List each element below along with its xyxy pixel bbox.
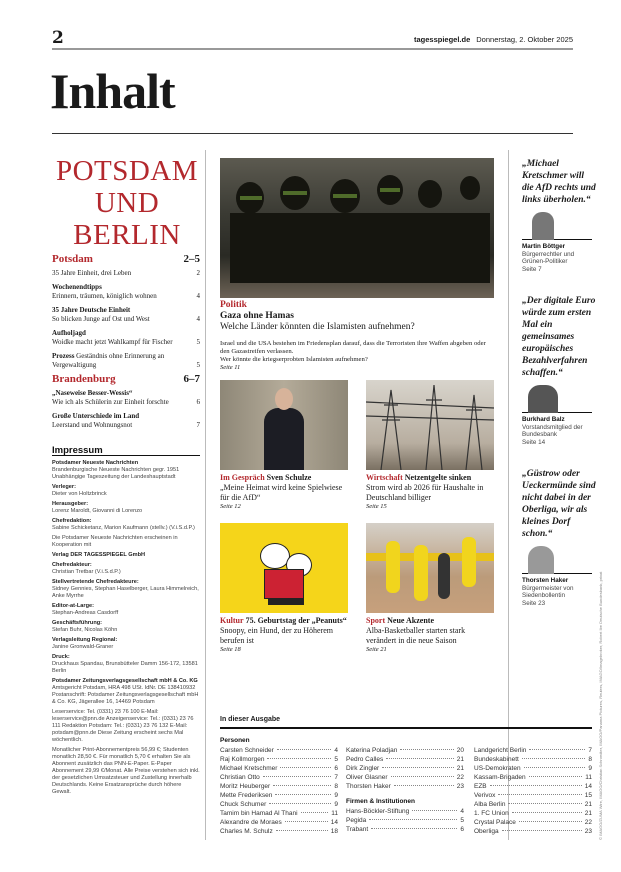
impressum-label: Stellvertretende Chefredakteure: xyxy=(52,579,139,585)
toc-item-desc: Geständnis ohne Erinnerung an Vergewaltigung xyxy=(52,352,165,369)
teaser-grid xyxy=(220,380,494,654)
index-name: US-Demokraten xyxy=(474,765,521,772)
index-group-label: Firmen & Institutionen xyxy=(346,798,415,805)
dot-leader xyxy=(273,785,331,786)
index-name: Kassam-Brigaden xyxy=(474,774,526,781)
index-name: Chuck Schumer xyxy=(220,801,267,808)
dot-leader xyxy=(394,785,454,786)
index-page: 14 xyxy=(330,819,338,826)
dot-leader xyxy=(371,828,457,829)
index-name: Charles M. Schulz xyxy=(220,828,273,835)
toc-item-text xyxy=(52,306,150,324)
dot-leader xyxy=(285,821,328,822)
impressum-label: Geschäftsführung: xyxy=(52,620,103,626)
lead-kicker: Politik xyxy=(220,300,247,310)
quote-author[interactable] xyxy=(522,577,597,607)
toc-item-page: 2 xyxy=(196,269,200,277)
index-page: 23 xyxy=(456,783,464,790)
photo-credit: © IMAGO/ZUMA Wire, IMAGO/Christian Schroedter, IMAGO/Panama Pictures, Reuters, IMAGO/Imagebroker, Robert Ibe Deutsche Bundesbank, privat xyxy=(598,571,603,840)
lead-subline: Welche Länder könnten die Islamisten aufnehmen? xyxy=(220,322,415,332)
index-name: Dirk Zingler xyxy=(346,765,380,772)
toc-item-page: 6 xyxy=(196,398,200,406)
author-name: Martin Böttger xyxy=(522,243,566,250)
index-page: 21 xyxy=(456,756,464,763)
author-page: Seite 14 xyxy=(522,438,546,446)
dot-leader xyxy=(277,749,332,750)
page-header xyxy=(414,35,573,44)
index-name: Alexandre de Moraes xyxy=(220,819,282,826)
power-lines-photo xyxy=(366,380,494,470)
section-pages: 2–5 xyxy=(183,253,200,265)
column-divider xyxy=(205,150,206,840)
toc-item-title: „Naseweise Besser-Wessis“ xyxy=(52,389,133,397)
dot-leader xyxy=(382,767,454,768)
index-rule xyxy=(220,727,592,729)
index-entry[interactable] xyxy=(220,782,338,791)
index-entry[interactable] xyxy=(474,746,592,755)
portrait-photo xyxy=(522,212,592,240)
toc-item[interactable] xyxy=(52,269,200,278)
toc-item-desc: Leerstand und Wohnungsnot xyxy=(52,421,133,429)
dot-leader xyxy=(508,803,581,804)
index-name: Raj Kollmorgen xyxy=(220,756,265,763)
quote-block xyxy=(522,468,597,607)
dot-leader xyxy=(386,758,454,759)
impressum-block xyxy=(52,552,200,559)
impressum-text: Sidney Gennies, Stephan Haselberger, Laura Himmelreich, Anke Myrrhe xyxy=(52,586,199,599)
index-entry[interactable] xyxy=(220,818,338,827)
impressum-text: Janine Gronwald-Graner xyxy=(52,644,114,650)
author-page: Seite 23 xyxy=(522,599,546,607)
impressum-block xyxy=(52,678,200,706)
teaser[interactable] xyxy=(220,616,348,654)
photo-silhouettes xyxy=(220,158,494,298)
dot-leader xyxy=(276,830,328,831)
index-entry[interactable] xyxy=(220,773,338,782)
index-name: Trabant xyxy=(346,826,369,833)
index-entry[interactable] xyxy=(220,809,338,818)
dot-leader xyxy=(522,758,586,759)
index-page: 15 xyxy=(584,792,592,799)
index-name: Verivox xyxy=(474,792,496,799)
teaser-text: Snoopy, ein Hund, der zu Höherem berufen ist xyxy=(220,626,334,645)
toc-item-text xyxy=(52,389,169,407)
quote-text: „Der digitale Euro würde zum ersten Mal ein gemeinsames europäisches Bezahlverfahren schaffen.“ xyxy=(522,296,596,378)
impressum-label: Potsdamer Neueste Nachrichten xyxy=(52,460,139,466)
index-name: Christian Otto xyxy=(220,774,260,781)
index-page: 6 xyxy=(334,765,338,772)
impressum-body xyxy=(52,460,200,796)
index-entry[interactable] xyxy=(474,764,592,773)
index-page: 8 xyxy=(588,756,592,763)
teaser[interactable] xyxy=(366,616,494,654)
toc-item-page: 5 xyxy=(196,338,200,346)
dot-leader xyxy=(267,758,331,759)
index-name: Moritz Heuberger xyxy=(220,783,271,790)
impressum-text: Christian Tretbar (V.i.S.d.P.) xyxy=(52,569,121,575)
author-name: Thorsten Haker xyxy=(522,577,569,584)
teaser-page: Seite 15 xyxy=(366,503,387,510)
impressum-label: Verleger: xyxy=(52,484,76,490)
index-entry[interactable] xyxy=(474,827,592,836)
teaser-card[interactable] xyxy=(220,523,348,654)
lead-headline: Gaza ohne Hamas xyxy=(220,311,294,321)
impressum-text: Die Potsdamer Neueste Nachrichten erscheinen in Kooperation mit xyxy=(52,535,178,548)
impressum-block xyxy=(52,747,200,796)
teaser-kicker: Kultur xyxy=(220,616,244,625)
teaser-card[interactable] xyxy=(366,380,494,511)
toc-item-title: 35 Jahre Deutsche Einheit xyxy=(52,306,131,314)
toc-item-text xyxy=(52,329,173,347)
impressum-text: Dieter von Holtzbrinck xyxy=(52,491,107,497)
toc-item-page: 5 xyxy=(196,361,200,369)
hamas-fighters-photo xyxy=(220,158,494,298)
index-entry[interactable] xyxy=(346,807,464,816)
author-role: Bürgermeister von Siedenbollentin xyxy=(522,584,574,599)
index-column xyxy=(474,746,592,836)
teaser-text: Alba-Basketballer starten stark verändert in die neue Saison xyxy=(366,626,466,645)
impressum-block xyxy=(52,484,200,498)
index-entry[interactable] xyxy=(474,818,592,827)
toc-section[interactable] xyxy=(52,375,200,384)
index-page: 21 xyxy=(584,801,592,808)
section-pages: 6–7 xyxy=(183,373,200,385)
index-page: 7 xyxy=(334,774,338,781)
index-entry[interactable] xyxy=(346,816,464,825)
index-name: Mette Frederiksen xyxy=(220,792,273,799)
toc-item-desc: Erinnern, träumen, königlich wohnen xyxy=(52,292,157,300)
quote-author[interactable] xyxy=(522,416,597,446)
toc-item-text xyxy=(52,283,157,301)
toc-item-title: Prozess xyxy=(52,352,75,360)
index-page: 23 xyxy=(584,828,592,835)
teaser-kicker: Im Gespräch xyxy=(220,473,265,482)
index-column xyxy=(220,736,338,836)
toc-item-page: 4 xyxy=(196,292,200,300)
dot-leader xyxy=(529,749,585,750)
index-entry[interactable] xyxy=(220,791,338,800)
index-entry[interactable] xyxy=(346,746,464,755)
teaser-page: Seite 12 xyxy=(220,503,241,510)
toc-item-text xyxy=(52,269,131,278)
toc-item-page: 7 xyxy=(196,421,200,429)
index-page: 21 xyxy=(584,810,592,817)
impressum-label: Verlagsleitung Regional: xyxy=(52,637,118,643)
center-column xyxy=(220,158,494,654)
index-column xyxy=(346,746,464,834)
index-entry[interactable] xyxy=(474,809,592,818)
impressum-block xyxy=(52,535,200,549)
quote-block xyxy=(522,295,597,446)
impressum-label: Chefredakteur: xyxy=(52,562,92,568)
issue-date: Donnerstag, 2. Oktober 2025 xyxy=(476,35,573,44)
dot-leader xyxy=(524,767,586,768)
left-column xyxy=(52,155,202,799)
index-entry[interactable] xyxy=(220,800,338,809)
teaser-text: „Meine Heimat wird keine Spielwiese für die AfD“ xyxy=(220,483,343,502)
index-entry[interactable] xyxy=(474,791,592,800)
sven-schulze-photo xyxy=(220,380,348,470)
toc-item-text xyxy=(52,352,193,370)
toc-item[interactable] xyxy=(52,389,200,407)
impressum-block xyxy=(52,654,200,675)
impressum-text: Monatlicher Print-Abonnementpreis 56,99 €; Studenten monatlich 28,50 €. Für monatlich 5,70 € erhalten Sie als Abonnent zusätzlich das PNN-E-Paper. E-Paper Abonnement 29,99 €/Monat. Alle Preise verstehen sich inkl. der gesetzlichen Umsatzsteuer und Zustellung innerhalb Deutschlands. Keine Ersatzansprüche durch höhere Gewalt. xyxy=(52,747,200,795)
dot-leader xyxy=(498,794,581,795)
region-line: POTSDAM xyxy=(55,155,199,187)
teaser-page: Seite 21 xyxy=(366,646,387,653)
index-name: EZB xyxy=(474,783,487,790)
index-page: 8 xyxy=(334,783,338,790)
index-entry[interactable] xyxy=(346,755,464,764)
quotes-column xyxy=(522,158,597,629)
index-page: 14 xyxy=(584,783,592,790)
index-name: Tamim bin Hamad Al Thani xyxy=(220,810,298,817)
dot-leader xyxy=(391,776,454,777)
lead-page: Seite 11 xyxy=(220,364,241,371)
region-line: UND BERLIN xyxy=(73,187,181,251)
index-name: Alba Berlin xyxy=(474,801,506,808)
toc-item-title: Große Unterschiede im Land xyxy=(52,412,140,420)
quote-block xyxy=(522,158,597,273)
table-of-contents xyxy=(52,253,200,435)
impressum-text: Amtsgericht Potsdam, HRA 498 USt. IdNr. DE 138410932 Postanschrift: Potsdamer Zeitungsverlagsgesellschaft mbH & Co. KG, Jägerallee 16, 14469 Potsdam xyxy=(52,685,199,705)
index-name: Oberliga xyxy=(474,828,499,835)
impressum-block xyxy=(52,579,200,600)
index-page: 4 xyxy=(460,808,464,815)
index-entry[interactable] xyxy=(474,755,592,764)
teaser[interactable] xyxy=(220,473,348,511)
author-name: Burkhard Balz xyxy=(522,416,565,423)
impressum-label: Potsdamer Zeitungsverlagsgesellschaft mbH & Co. KG xyxy=(52,678,198,684)
index-page: 7 xyxy=(588,747,592,754)
index-page: 22 xyxy=(584,819,592,826)
index-name: 1. FC Union xyxy=(474,810,509,817)
index-page: 9 xyxy=(334,792,338,799)
index-page: 5 xyxy=(334,756,338,763)
impressum-block xyxy=(52,709,200,744)
dot-leader xyxy=(519,821,582,822)
index-page: 21 xyxy=(456,765,464,772)
impressum-text: Druckhaus Spandau, Brunsbütteler Damm 156-172, 13581 Berlin xyxy=(52,661,198,674)
index-name: Landgericht Berlin xyxy=(474,747,527,754)
impressum-label: Druck: xyxy=(52,654,70,660)
index-entry[interactable] xyxy=(346,764,464,773)
teaser-card[interactable] xyxy=(366,523,494,654)
page-number: 2 xyxy=(52,28,64,48)
toc-item[interactable] xyxy=(52,412,200,430)
index-name: Hans-Böckler-Stiftung xyxy=(346,808,410,815)
impressum xyxy=(52,447,200,799)
index-page: 9 xyxy=(334,801,338,808)
dot-leader xyxy=(269,803,331,804)
toc-section[interactable] xyxy=(52,255,200,264)
index-group-label: Personen xyxy=(220,737,250,744)
index-page: 11 xyxy=(585,774,592,781)
impressum-text: Stefan Buhr, Nicolas Köhn xyxy=(52,627,118,633)
teaser-headline: 75. Geburtstag der „Peanuts“ xyxy=(245,616,347,625)
toc-item-desc: Wie ich als Schülerin zur Einheit forschte xyxy=(52,398,169,406)
toc-item-desc: 35 Jahre Einheit, drei Leben xyxy=(52,269,132,277)
teaser-kicker: Sport xyxy=(366,616,386,625)
dot-leader xyxy=(529,776,583,777)
teaser-headline: Sven Schulze xyxy=(266,473,312,482)
dot-leader xyxy=(400,749,453,750)
index-name: Thorsten Haker xyxy=(346,783,391,790)
quote-text: „Güstrow oder Ueckermünde sind nicht dabei in der Oberliga, wir als kleines Dorf schon.“ xyxy=(522,469,596,539)
index-name: Bundeskabinett xyxy=(474,756,519,763)
peanuts-illustration xyxy=(220,523,348,613)
impressum-block xyxy=(52,562,200,576)
teaser-headline: Netzentgelte sinken xyxy=(404,473,472,482)
dot-leader xyxy=(490,785,582,786)
impressum-block xyxy=(52,460,200,481)
dot-leader xyxy=(512,812,582,813)
dot-leader xyxy=(412,810,457,811)
author-page: Seite 7 xyxy=(522,265,542,273)
impressum-text: Sabine Schicketanz, Marion Kaufmann (stellv.) (V.i.S.d.P.) xyxy=(52,525,195,531)
index-page: 6 xyxy=(460,826,464,833)
index-entry[interactable] xyxy=(474,800,592,809)
toc-item-desc: So blicken Junge auf Ost und West xyxy=(52,315,150,323)
index-name: Katerina Poladjan xyxy=(346,747,398,754)
index-entry[interactable] xyxy=(346,773,464,782)
toc-item-title: Aufholjagd xyxy=(52,329,86,337)
header-rule xyxy=(52,48,573,50)
dot-leader xyxy=(369,819,457,820)
impressum-label: Chefredaktion: xyxy=(52,518,92,524)
teaser[interactable] xyxy=(366,473,494,511)
impressum-block xyxy=(52,518,200,532)
impressum-text: Leserservice: Tel. (0331) 23 76 100 E-Mail: leserservice@pnn.de Anzeigenservice: Tel.: (0331) 23 76 111 Redaktion Potsdam: Tel.: (0331) 23 76 132 E-Mail: potsdam@pnn.de Diese Zeitung erscheint sechs Mal wöchentlich. xyxy=(52,709,194,743)
index-entry[interactable] xyxy=(346,782,464,791)
author-role: Vorstandsmitglied der Bundesbank xyxy=(522,423,583,438)
title-rule xyxy=(52,133,573,134)
toc-item-page: 4 xyxy=(196,315,200,323)
dot-leader xyxy=(275,794,331,795)
index-name: Carsten Schneider xyxy=(220,747,274,754)
dot-leader xyxy=(280,767,331,768)
basketball-photo xyxy=(366,523,494,613)
section-name: Brandenburg xyxy=(52,373,116,385)
column-divider xyxy=(508,150,509,840)
lead-teaser[interactable] xyxy=(220,300,494,372)
toc-item[interactable] xyxy=(52,352,200,370)
index-entry[interactable] xyxy=(220,764,338,773)
impressum-block xyxy=(52,637,200,651)
impressum-label: Editor-at-Large: xyxy=(52,603,94,609)
impressum-block xyxy=(52,620,200,634)
index-entry[interactable] xyxy=(220,746,338,755)
page-title: Inhalt xyxy=(50,63,175,119)
dot-leader xyxy=(301,812,329,813)
index-title: In dieser Ausgabe xyxy=(220,716,281,723)
impressum-label: Herausgeber: xyxy=(52,501,89,507)
lead-body: Wer könnte die kriegserprobten Islamisten aufnehmen? xyxy=(220,356,368,363)
teaser-text: Strom wird ab 2026 für Haushalte in Deutschland billiger xyxy=(366,483,484,502)
toc-item[interactable] xyxy=(52,283,200,301)
portrait-photo xyxy=(522,385,592,413)
index-entry[interactable] xyxy=(220,827,338,836)
index-page: 4 xyxy=(334,747,338,754)
impressum-title: Impressum xyxy=(52,447,200,456)
toc-item[interactable] xyxy=(52,306,200,324)
teaser-card[interactable] xyxy=(220,380,348,511)
site-name[interactable]: tagesspiegel.de xyxy=(413,35,471,44)
quote-text: „Michael Kretschmer will die AfD rechts und links überholen.“ xyxy=(522,159,596,205)
index-name: Oliver Glasner xyxy=(346,774,388,781)
index-name: Pedro Calles xyxy=(346,756,384,763)
index-page: 9 xyxy=(588,765,592,772)
pylon-silhouettes xyxy=(366,380,494,470)
portrait-photo xyxy=(522,546,592,574)
impressum-block xyxy=(52,501,200,515)
index-page: 11 xyxy=(331,810,338,817)
impressum-text: Brandenburgische Neueste Nachrichten gegr. 1951 Unabhängige Tageszeitung der Landeshauptstadt xyxy=(52,467,180,480)
toc-item-desc: Woidke macht jetzt Wahlkampf für Fischer xyxy=(52,338,173,346)
teaser-page: Seite 18 xyxy=(220,646,241,653)
index-page: 22 xyxy=(456,774,464,781)
lead-body: Israel und die USA bestehen im Friedensplan darauf, dass die Terroristen ihre Waffen abgeben oder den Gazastreifen verlassen. xyxy=(220,340,486,355)
impressum-text: Stephan-Andreas Casdorff xyxy=(52,610,119,616)
impressum-block xyxy=(52,603,200,617)
impressum-text: Lorenz Maroldt, Giovanni di Lorenzo xyxy=(52,508,143,514)
index-entry[interactable] xyxy=(474,773,592,782)
teaser-headline: Neue Akzente xyxy=(387,616,435,625)
index-name: Pegida xyxy=(346,817,367,824)
toc-item-title: Wochenendtipps xyxy=(52,283,102,291)
quote-author[interactable] xyxy=(522,243,597,273)
index-entry[interactable] xyxy=(220,755,338,764)
dot-leader xyxy=(263,776,332,777)
section-name: Potsdam xyxy=(52,253,93,265)
impressum-label: Verlag DER TAGESSPIEGEL GmbH xyxy=(52,552,146,558)
author-role: Bürgerrechtler und Grünen-Politiker xyxy=(522,250,575,265)
toc-item[interactable] xyxy=(52,329,200,347)
region-heading xyxy=(52,155,202,251)
index-page: 5 xyxy=(460,817,464,824)
index-name: Michael Kretschmer xyxy=(220,765,278,772)
index-page: 20 xyxy=(456,747,464,754)
index-entry[interactable] xyxy=(474,782,592,791)
index-page: 18 xyxy=(330,828,338,835)
dot-leader xyxy=(502,830,582,831)
teaser-kicker: Wirtschaft xyxy=(366,473,403,482)
toc-item-text xyxy=(52,412,139,430)
index-entry[interactable] xyxy=(346,825,464,834)
index-name: Crystal Palace xyxy=(474,819,516,826)
